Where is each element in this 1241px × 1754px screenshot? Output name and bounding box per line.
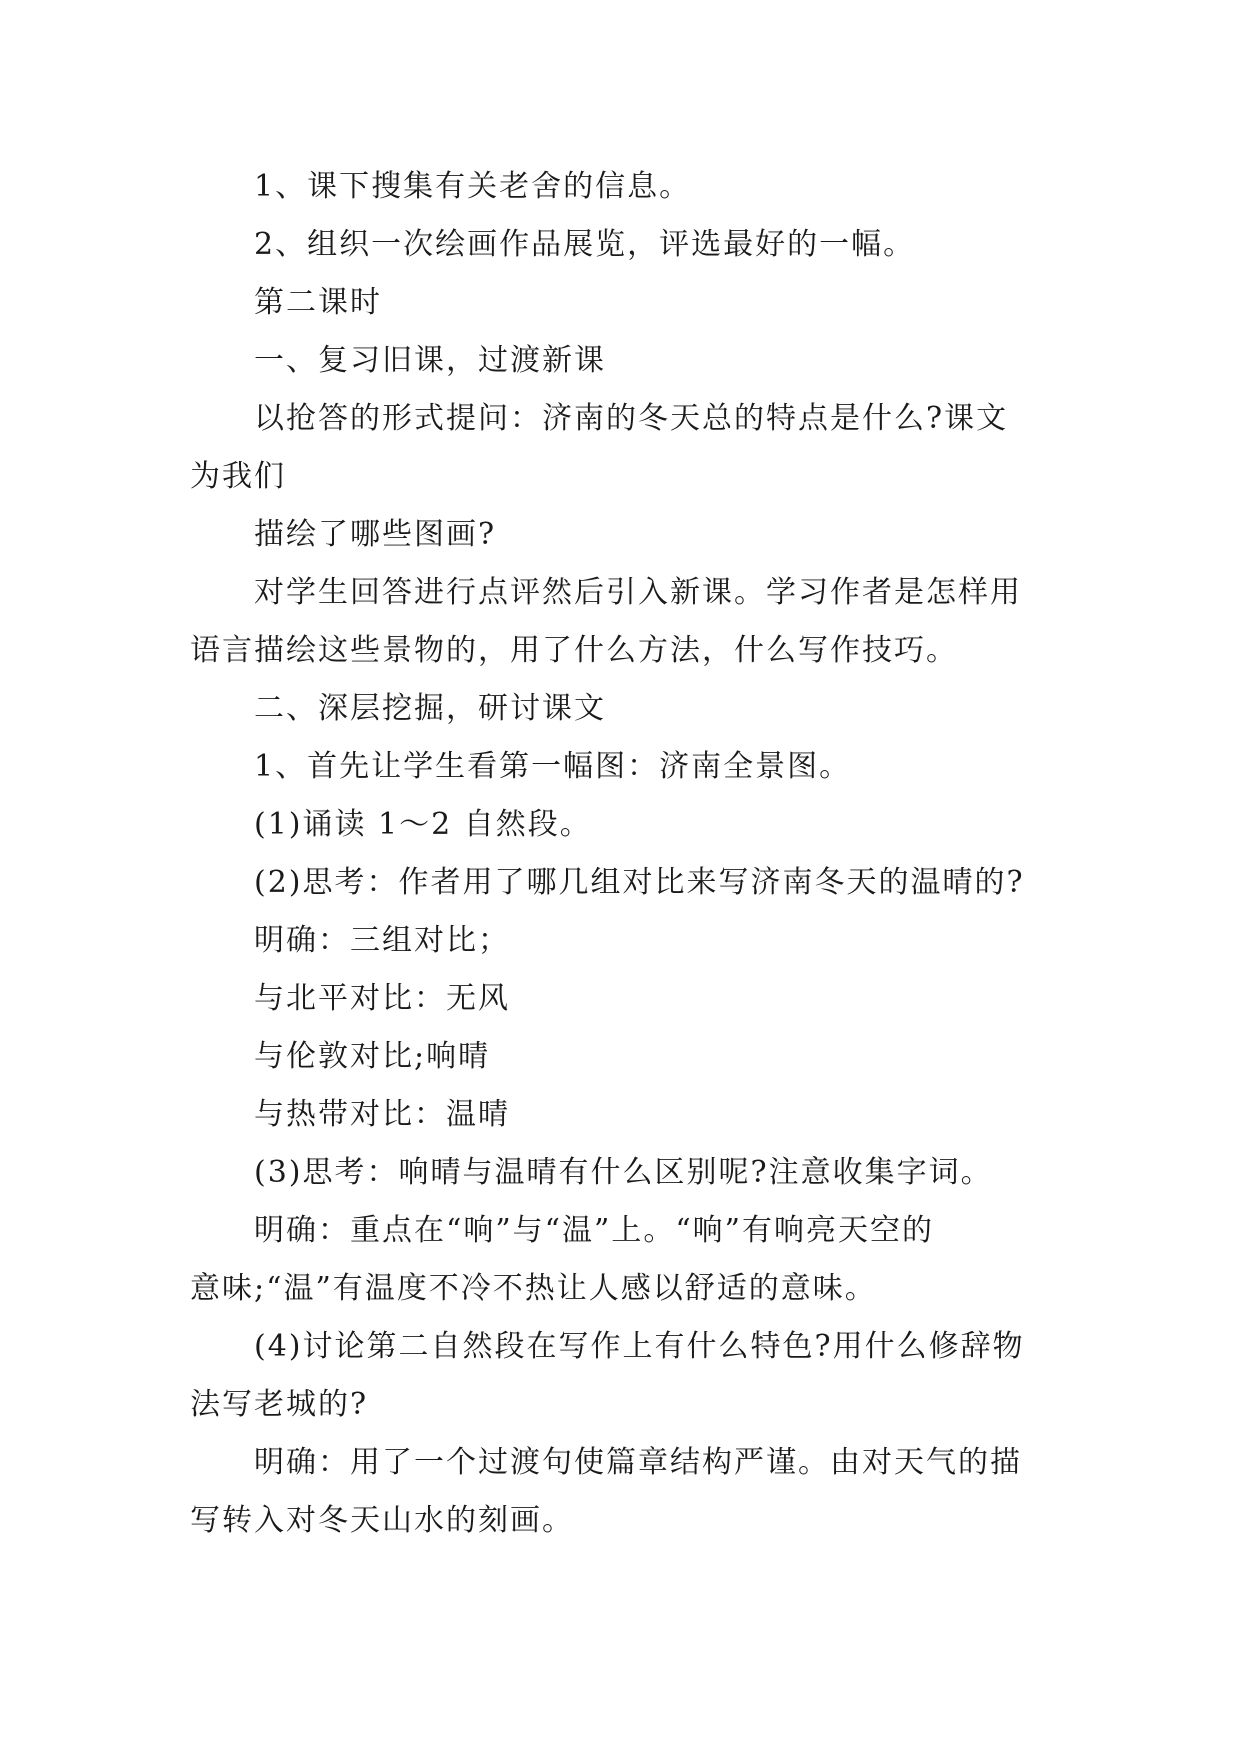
paragraph-continuation-line: 写转入对冬天山水的刻画。	[190, 1503, 574, 1538]
document-body	[190, 158, 1060, 1550]
paragraph: 明确：用了一个过渡句使篇章结构严谨。由对天气的描	[254, 1445, 1022, 1480]
paragraph: 对学生回答进行点评然后引入新课。学习作者是怎样用	[254, 575, 1022, 610]
paragraph: 与北平对比：无风	[254, 981, 510, 1016]
paragraph: 描绘了哪些图画?	[254, 517, 497, 552]
paragraph-continuation-line: 意味;“温”有温度不冷不热让人感以舒适的意味。	[190, 1271, 877, 1306]
paragraph: 明确：重点在“响”与“温”上。“响”有响亮天空的	[254, 1213, 935, 1248]
paragraph-continuation-line: 为我们	[190, 459, 286, 494]
paragraph: 与伦敦对比;响晴	[254, 1039, 491, 1074]
paragraph: 明确：三组对比；	[254, 923, 510, 958]
paragraph: 1、课下搜集有关老舍的信息。	[254, 169, 692, 204]
paragraph: (1)诵读 1～2 自然段。	[254, 807, 592, 842]
paragraph-continuation-line: 语言描绘这些景物的，用了什么方法，什么写作技巧。	[190, 633, 958, 668]
paragraph: 二、深层挖掘，研讨课文	[254, 691, 606, 726]
paragraph: 2、组织一次绘画作品展览，评选最好的一幅。	[254, 227, 916, 262]
paragraph: (4)讨论第二自然段在写作上有什么特色?用什么修辞物	[254, 1329, 1025, 1364]
paragraph: (3)思考：响晴与温晴有什么区别呢?注意收集字词。	[254, 1155, 993, 1190]
paragraph: 以抢答的形式提问：济南的冬天总的特点是什么?课文	[254, 401, 1009, 436]
paragraph-continuation-line: 法写老城的?	[190, 1387, 369, 1422]
paragraph: 与热带对比：温晴	[254, 1097, 510, 1132]
paragraph: (2)思考：作者用了哪几组对比来写济南冬天的温晴的?	[254, 865, 1025, 900]
paragraph: 一、复习旧课，过渡新课	[254, 343, 606, 378]
paragraph: 1、首先让学生看第一幅图：济南全景图。	[254, 749, 852, 784]
paragraph: 第二课时	[254, 285, 382, 320]
